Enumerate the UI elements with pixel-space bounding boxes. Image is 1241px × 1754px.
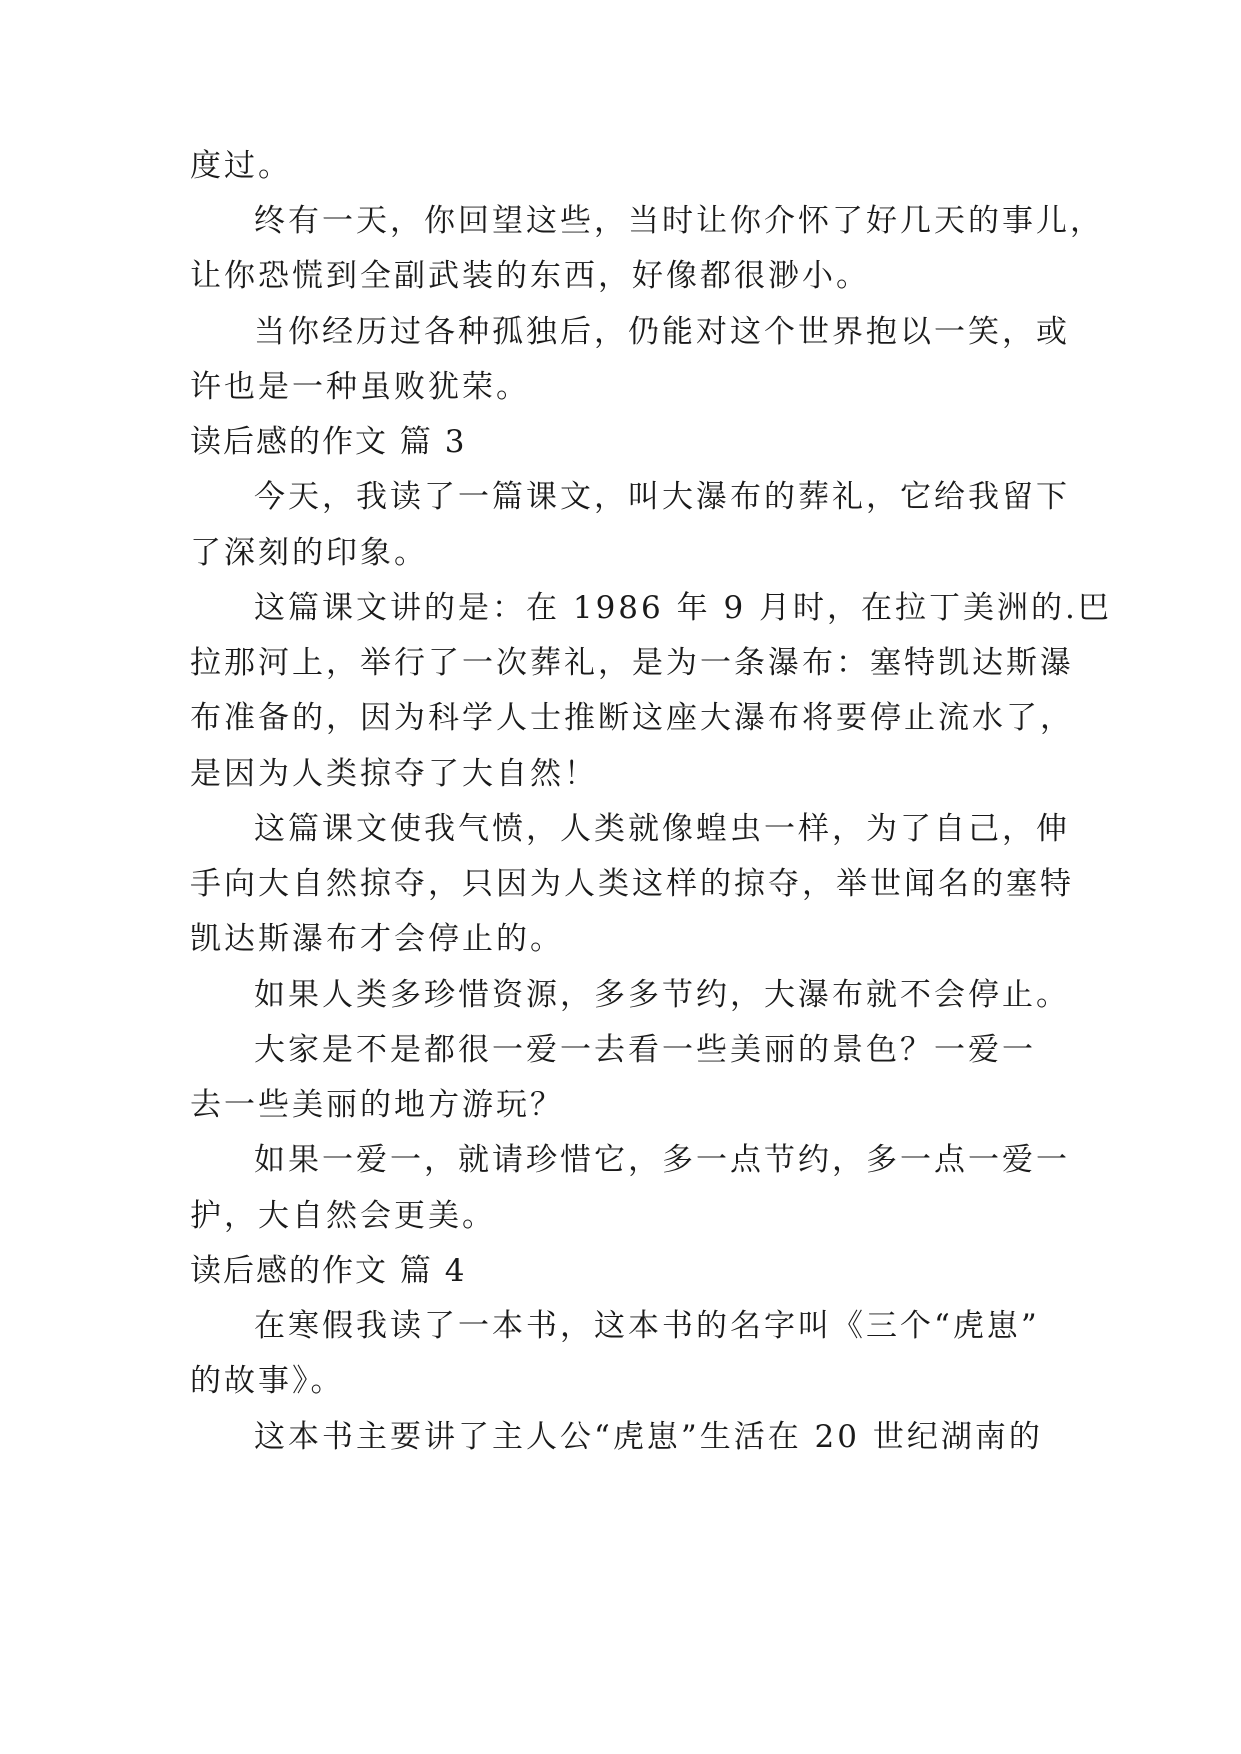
section-heading: 读后感的作文 篇 3 — [190, 424, 467, 460]
text-line: 是因为人类掠夺了大自然！ — [190, 756, 598, 792]
text-line: 让你恐慌到全副武装的东西，好像都很渺小。 — [190, 258, 870, 294]
text-line: 度过。 — [190, 148, 292, 184]
text-line: 凯达斯瀑布才会停止的。 — [190, 921, 564, 957]
text-line: 的故事》。 — [190, 1363, 345, 1399]
paragraph-start: 当你经历过各种孤独后，仍能对这个世界抱以一笑，或 — [254, 314, 1070, 350]
paragraph-start: 在寒假我读了一本书，这本书的名字叫《三个“虎崽” — [254, 1308, 1040, 1344]
paragraph-start: 这篇课文讲的是：在 1986 年 9 月时，在拉丁美洲的.巴 — [254, 590, 1112, 626]
text-line: 手向大自然掠夺，只因为人类这样的掠夺，举世闻名的塞特 — [190, 866, 1074, 902]
paragraph-start: 如果一爱一，就请珍惜它，多一点节约，多一点一爱一 — [254, 1142, 1070, 1178]
paragraph-start: 终有一天，你回望这些，当时让你介怀了好几天的事儿， — [254, 203, 1104, 239]
paragraph-start: 今天，我读了一篇课文，叫大瀑布的葬礼，它给我留下 — [254, 479, 1070, 515]
section-heading: 读后感的作文 篇 4 — [190, 1253, 467, 1289]
text-line: 护，大自然会更美。 — [190, 1198, 496, 1234]
text-line: 布准备的，因为科学人士推断这座大瀑布将要停止流水了， — [190, 700, 1074, 736]
text-line: 拉那河上，举行了一次葬礼，是为一条瀑布：塞特凯达斯瀑 — [190, 645, 1074, 681]
text-line: 去一些美丽的地方游玩？ — [190, 1087, 564, 1123]
paragraph-start: 大家是不是都很一爱一去看一些美丽的景色？一爱一 — [254, 1032, 1036, 1068]
paragraph-start: 这本书主要讲了主人公“虎崽”生活在 20 世纪湖南的 — [254, 1419, 1043, 1455]
paragraph-start: 如果人类多珍惜资源，多多节约，大瀑布就不会停止。 — [254, 977, 1070, 1013]
text-line: 了深刻的印象。 — [190, 535, 428, 571]
text-line: 许也是一种虽败犹荣。 — [190, 369, 530, 405]
paragraph-start: 这篇课文使我气愤，人类就像蝗虫一样，为了自己，伸 — [254, 811, 1070, 847]
